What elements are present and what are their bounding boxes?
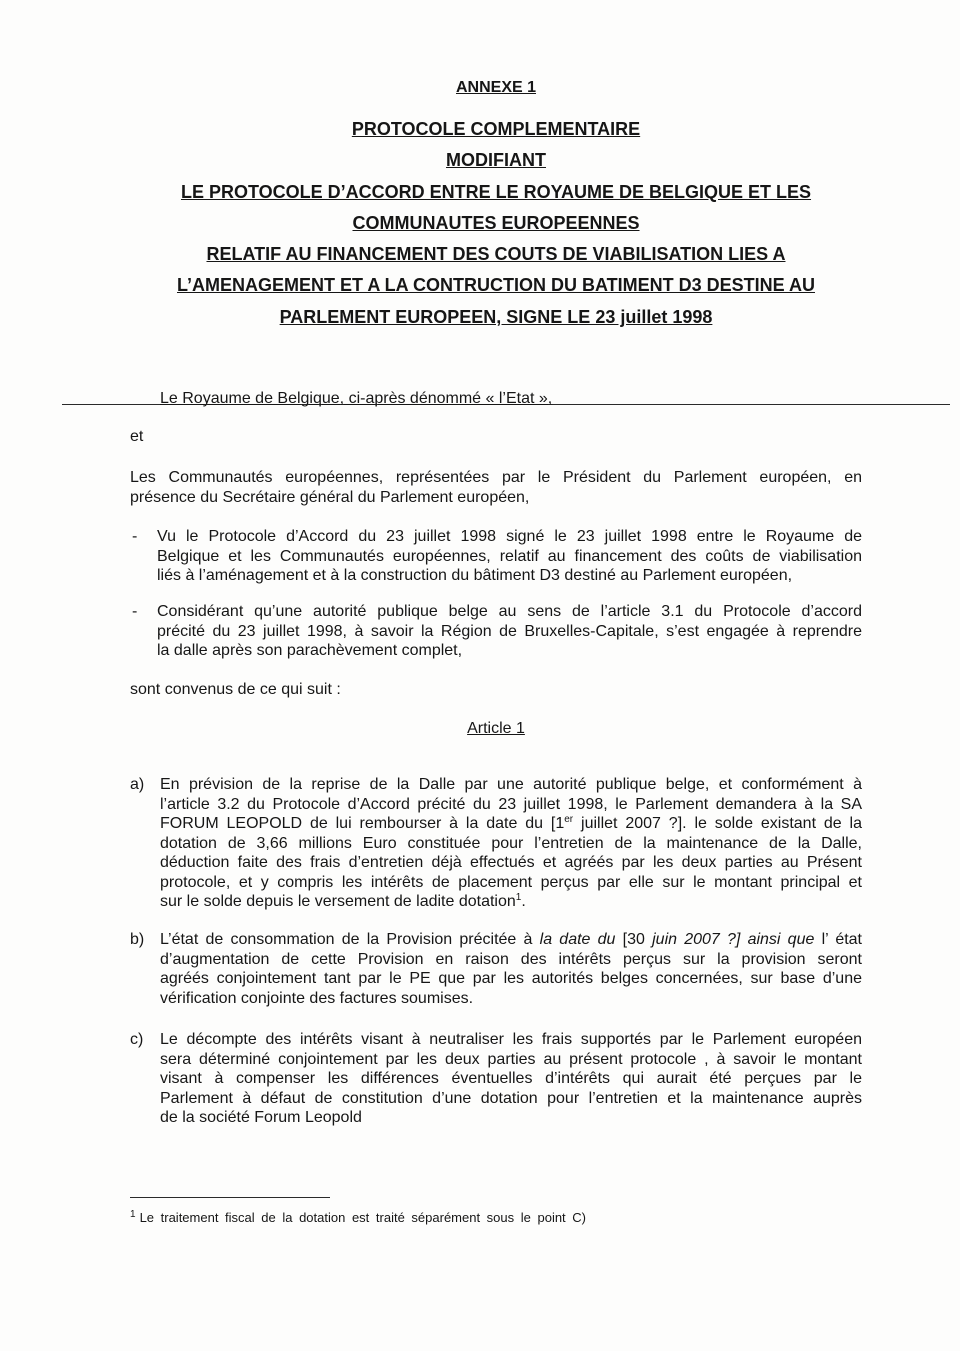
clause-text-italic: la date du [539, 931, 616, 948]
clause-label: b) [130, 931, 145, 948]
clause-text-italic: juin 2007 ?] ainsi que [652, 931, 815, 948]
clause-line: Parlement à défaut de constitution d’une dotation pour l’entretien et la maintenance auprès [160, 1089, 862, 1107]
clause-line: Le décompte des intérêts visant à neutraliser les frais supportés par le Parlement européen [160, 1031, 862, 1048]
conjunction-et: et [130, 428, 144, 445]
party-belgium-text: Le Royaume de Belgique, ci-après dénommé « l’Etat », [160, 390, 553, 407]
party-communities [130, 468, 862, 507]
clause-line [160, 930, 862, 950]
clause-text: juillet 2007 ?]. le solde existant de la [573, 815, 862, 832]
clause-text: . [521, 893, 526, 910]
recital-line: Considérant qu’une autorité publique belge au sens de l’article 3.1 du Protocole d’accord [157, 603, 862, 620]
article-heading-text: Article 1 [467, 720, 525, 737]
title-line: COMMUNAUTES EUROPEENNES [352, 212, 640, 233]
recital-considerant [130, 602, 862, 661]
text-line: Les Communautés européennes, représentées par le Président du Parlement européen, en [130, 469, 862, 486]
clause-line: agréés conjointement tant par le PE que par les autorités belges concernées, sur base d’une [160, 970, 862, 987]
clause-line: vérification conjointe des factures soumises. [160, 989, 474, 1007]
clause-b [130, 930, 862, 1008]
recital-line: liés à l’aménagement et à la construction du bâtiment D3 destiné au Parlement européen, [157, 567, 793, 584]
bullet-marker: - [132, 528, 138, 545]
document-title [130, 114, 862, 333]
bullet-marker: - [132, 603, 138, 620]
clause-line: de la société Forum Leopold [160, 1109, 362, 1126]
title-line: LE PROTOCOLE D’ACCORD ENTRE LE ROYAUME DE BELGIQUE ET LES [180, 181, 812, 202]
ordinal-superscript: er [564, 814, 574, 825]
clause-line: d’augmentation de cette Provision en raison des intérêts perçus sur la provision seront [160, 950, 862, 968]
recital-line: la dalle après son parachèvement complet, [157, 642, 463, 659]
recital-vu [130, 527, 862, 586]
footnote-reference: 1 [515, 892, 522, 903]
recital-line: Belgique et les Communautés européennes, relatif au financement des coûts de viabilisation [157, 547, 862, 565]
annex-label: ANNEXE 1 [455, 79, 537, 96]
clause-text: sur le solde depuis le versement de ladite dotation [160, 893, 516, 910]
title-line: RELATIF AU FINANCEMENT DES COUTS DE VIABILISATION LIES A [206, 244, 786, 265]
title-line: PROTOCOLE COMPLEMENTAIRE [351, 119, 641, 139]
footnote-marker: 1 [130, 1209, 136, 1220]
text-line: présence du Secrétaire général du Parlement européen, [130, 488, 530, 506]
title-line: L’AMENAGEMENT ET A LA CONTRUCTION DU BATIMENT D3 DESTINE AU [177, 275, 815, 296]
clause-text: [30 [615, 931, 653, 948]
clause-line: déduction faite des frais d’entretien déjà effectués et agréés par les deux parties au Présent [160, 854, 862, 871]
clause-line: En prévision de la reprise de la Dalle par une autorité publique belge, et conformément à [160, 776, 862, 793]
clause-a [130, 775, 862, 912]
clause-label: c) [130, 1031, 144, 1048]
clause-line: dotation de 3,66 millions Euro constituée pour l’entretien de la maintenance de la Dalle, [160, 834, 862, 852]
clause-text: L’état de consommation de la Provision précitée à [160, 931, 540, 948]
clause-line: protocole, et y compris les intérêts de placement perçus par elle sur le montant principal et [160, 873, 862, 891]
clause-text: l’ état [814, 931, 863, 948]
title-line: PARLEMENT EUROPEEN, SIGNE LE 23 juillet 1998 [279, 306, 713, 327]
recital-line: Vu le Protocole d’Accord du 23 juillet 1998 signé le 23 juillet 1998 entre le Royaume de [157, 528, 862, 545]
footnote-text: Le traitement fiscal de la dotation est traité séparément sous le point C) [139, 1210, 587, 1225]
clause-label: a) [130, 776, 145, 793]
footnote-separator [130, 1197, 330, 1198]
clause-c [130, 1030, 862, 1128]
clause-line [160, 814, 862, 834]
title-line: MODIFIANT [446, 150, 546, 171]
agreement-intro: sont convenus de ce qui suit : [130, 681, 341, 698]
footnote [130, 1210, 730, 1228]
clause-text: FORUM LEOPOLD de lui rembourser à la date du [1 [160, 815, 565, 832]
clause-line: l’article 3.2 du Protocole d’Accord précité du 23 juillet 1998, le Parlement demandera à la SA [160, 795, 862, 813]
article-heading [130, 719, 862, 739]
clause-line [160, 892, 862, 912]
recital-line: précité du 23 juillet 1998, à savoir la Région de Bruxelles-Capitale, s’est engagée à reprendre [157, 622, 862, 640]
party-belgium [160, 389, 862, 409]
clause-line: visant à compenser les différences éventuelles d’intérêts qui aurait été perçues par le [160, 1070, 862, 1087]
clause-line: sera déterminé conjointement par les deux parties au présent protocole , à savoir le montant [160, 1050, 862, 1068]
